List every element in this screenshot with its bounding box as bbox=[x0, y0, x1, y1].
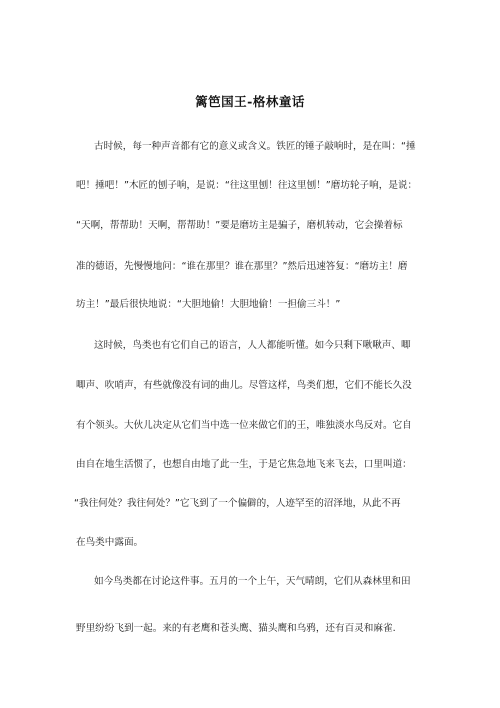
paragraph-line: 在鸟类中露面。 bbox=[76, 537, 144, 548]
paragraph-line: 野里纷纷飞到一起。来的有老鹰和苍头鹰、猫头鹰和乌鸦，还有百灵和麻雀. bbox=[76, 623, 396, 634]
paragraph-line: 唧声、吹哨声，有些就像没有词的曲儿。尽管这样，鸟类们想，它们不能长久没 bbox=[76, 380, 412, 391]
paragraph-line: 古时候，每一种声音都有它的意义或含义。铁匠的锤子敲响时，是在叫：“捶 bbox=[94, 141, 416, 152]
paragraph-line: “我往何处？我往何处？”它飞到了一个偏僻的，人迹罕至的沼泽地，从此不再 bbox=[74, 498, 401, 509]
paragraph-line: 有个领头。大伙儿决定从它们当中选一位来做它们的王，唯独淡水鸟反对。它自 bbox=[76, 420, 412, 431]
paragraph-line: “天啊，帮帮助！天啊，帮帮助！”要是磨坊主是骗子，磨机转动，它会操着标 bbox=[76, 220, 403, 231]
paragraph-line: 坊主！”最后很快地说：“大胆地偷！大胆地偷！一担偷三斗！” bbox=[76, 299, 341, 310]
paragraph-line: 由自在地生活惯了，也想自由地了此一生，于是它焦急地飞来飞去，口里叫道： bbox=[76, 459, 412, 470]
paragraph-line: 如今鸟类都在讨论这件事。五月的一个上午，天气晴朗，它们从森林里和田 bbox=[94, 576, 411, 587]
paragraph-line: 吧！捶吧！”木匠的刨子响，是说：“往这里刨！往这里刨！”磨坊轮子响，是说： bbox=[76, 180, 418, 191]
paragraph-line: 准的德语，先慢慢地问：“谁在那里？谁在那里？”然后迅速答复：“磨坊主！磨 bbox=[76, 261, 408, 272]
paragraph-line: 这时候，鸟类也有它们自己的语言，人人都能听懂。如今只剩下啾啾声、唧 bbox=[94, 340, 411, 351]
document-title: 篱笆国王-格林童话 bbox=[195, 94, 305, 109]
